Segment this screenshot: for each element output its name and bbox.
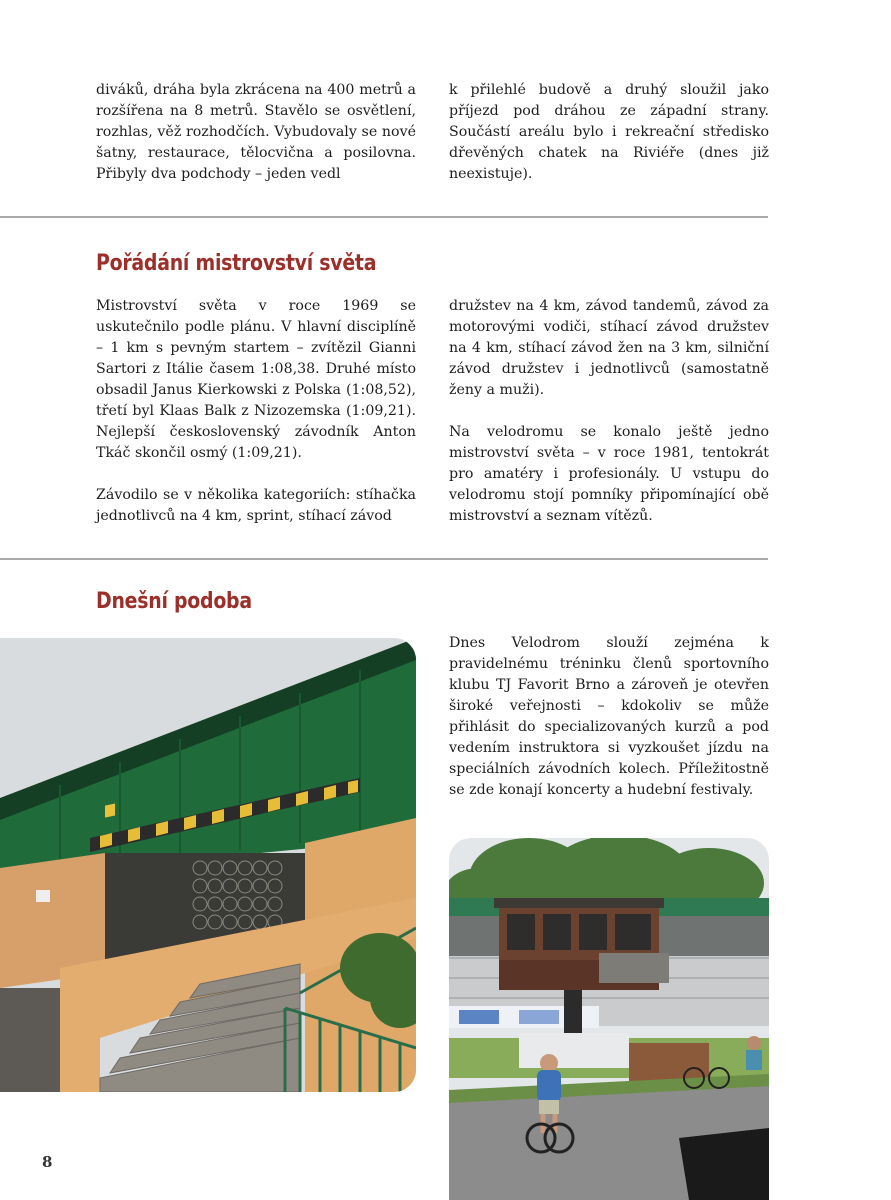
- section1-left-column: [96, 296, 416, 527]
- section1-left-paragraph-2: Závodilo se v několika kategoriích: stíhačka jednotlivců na 4 km, sprint, stíhací závod: [96, 487, 416, 524]
- photo-grandstand-stairs: [0, 638, 416, 1092]
- section-heading-world-championship: Pořádání mistrovství světa: [96, 251, 377, 276]
- section1-right-paragraph-1: družstev na 4 km, závod tandemů, závod za motorovými vodiči, stíhací závod družstev na 4 km, stíhací závod žen na 3 km, silniční závod družstev i jednotlivců (samostatně ženy a muži).: [449, 298, 769, 398]
- intro-left-text: diváků, dráha byla zkrácena na 400 metrů a rozšířena na 8 metrů. Stavělo se osvětlení, rozhlas, věž rozhodčích. Vybudovaly se nové šatny, restaurace, tělocvična a posilovna. Přibyly dva podchody – jeden vedl: [96, 82, 416, 182]
- section-divider-2: [0, 558, 768, 560]
- section2-paragraph: Dnes Velodrom slouží zejména k pravidelnému tréninku členů sportovního klubu TJ Favorit Brno a zároveň je otevřen široké veřejnosti – kdokoliv se může přihlásit do specializovaných kurzů a pod vedením instruktora si vyzkoušet jízdu na speciálních závodních kolech. Příležitostně se zde konají koncerty a hudební festivaly.: [449, 635, 769, 798]
- section1-left-paragraph-1: Mistrovství světa v roce 1969 se uskutečnilo podle plánu. V hlavní disciplíně – 1 km s pevným startem – zvítězil Gianni Sartori z Itálie časem 1:08,38. Druhé místo obsadil Janus Kierkowski z Polska (1:08,52), třetí byl Klaas Balk z Nizozemska (1:09,21). Nejlepší československý závodník Anton Tkáč skončil osmý (1:09,21).: [96, 298, 416, 461]
- section1-right-column: [449, 296, 769, 527]
- page-number: 8: [42, 1153, 53, 1171]
- photo-judges-tower-cyclist: [449, 838, 769, 1200]
- section2-text-column: [449, 633, 769, 801]
- section-heading-today: Dnešní podoba: [96, 589, 252, 614]
- intro-right-text: k přilehlé budově a druhý sloužil jako příjezd pod dráhou ze západní strany. Součástí areálu bylo i rekreační středisko dřevěných chatek na Riviéře (dnes již neexistuje).: [449, 82, 769, 182]
- intro-right-column: [449, 80, 769, 185]
- section-divider-1: [0, 216, 768, 218]
- section1-right-paragraph-2: Na velodromu se konalo ještě jedno mistrovství světa – v roce 1981, tentokrát pro amatéry i profesionály. U vstupu do velodromu stojí pomníky připomínající obě mistrovství a seznam vítězů.: [449, 424, 769, 524]
- intro-left-column: [96, 80, 416, 185]
